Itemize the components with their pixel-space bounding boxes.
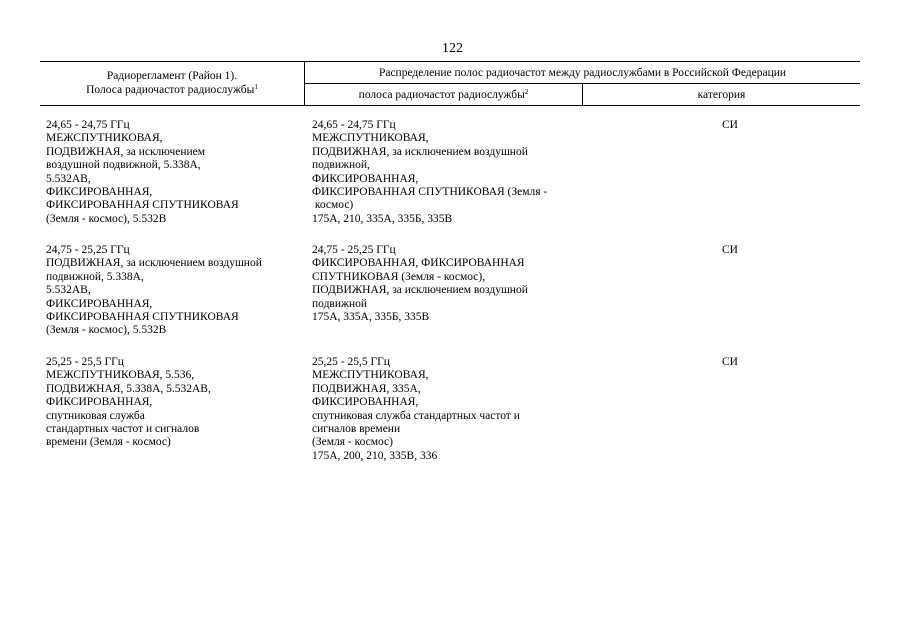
text-line: подвижной, xyxy=(312,159,370,172)
header-itu-line1: Радиорегламент (Район 1). xyxy=(106,70,238,82)
text-line: ПОДВИЖНАЯ, за исключением воздушной xyxy=(312,145,528,158)
text-line: (Земля - космос), 5.532В xyxy=(46,324,167,337)
text-line: 5.532АВ, xyxy=(46,172,91,185)
text-line: 25,25 - 25,5 ГГц xyxy=(312,356,390,368)
text-line: ФИКСИРОВАННАЯ, xyxy=(46,186,153,199)
text-line: 24,75 - 25,25 ГГц xyxy=(46,244,130,256)
text-line: ПОДВИЖНАЯ, за исключением воздушной xyxy=(312,284,528,297)
header-rf-band xyxy=(305,88,582,102)
header-category: категория xyxy=(697,89,746,101)
row-3-itu-cell xyxy=(46,356,211,450)
footnote-mark-1: 1 xyxy=(254,83,258,91)
text-line: времени (Земля - космос) xyxy=(46,436,171,449)
page-number: 122 xyxy=(442,41,463,56)
row-2-category: СИ xyxy=(722,244,738,256)
text-line: ПОДВИЖНАЯ, за исключением воздушной xyxy=(46,257,262,270)
text-line: ФИКСИРОВАННАЯ, xyxy=(312,396,419,409)
text-line: ПОДВИЖНАЯ, за исключением xyxy=(46,145,206,158)
text-line: МЕЖСПУТНИКОВАЯ, 5.536, xyxy=(46,369,195,382)
row-3-rf-cell xyxy=(312,356,520,463)
text-line: (Земля - космос), 5.532В xyxy=(46,212,167,225)
text-line: МЕЖСПУТНИКОВАЯ, xyxy=(312,132,429,145)
header-bottom-rule xyxy=(40,105,860,106)
text-line: спутниковая служба xyxy=(46,409,145,422)
text-line: 175А, 210, 335А, 335Б, 335В xyxy=(312,212,453,225)
text-line: подвижной xyxy=(312,297,368,310)
text-line: СПУТНИКОВАЯ (Земля - космос), xyxy=(312,270,486,283)
row-3-category: СИ xyxy=(722,356,738,368)
text-line: ФИКСИРОВАННАЯ СПУТНИКОВАЯ (Земля - xyxy=(312,186,548,199)
text-line: космос) xyxy=(312,199,354,212)
text-line: ФИКСИРОВАННАЯ, xyxy=(312,172,419,185)
text-line: ФИКСИРОВАННАЯ СПУТНИКОВАЯ xyxy=(46,199,239,212)
text-line: 5.532АВ, xyxy=(46,284,91,297)
row-1-rf-cell xyxy=(312,119,547,226)
row-1-itu-cell xyxy=(46,119,239,226)
header-itu-line2: Полоса радиочастот радиослужбы xyxy=(86,84,255,96)
text-line: МЕЖСПУТНИКОВАЯ, xyxy=(312,369,429,382)
text-line: ФИКСИРОВАННАЯ, xyxy=(46,396,153,409)
text-line: МЕЖСПУТНИКОВАЯ, xyxy=(46,132,163,145)
text-line: сигналов времени xyxy=(312,423,401,436)
row-2-itu-cell xyxy=(46,244,262,338)
text-line: 24,65 - 24,75 ГГц xyxy=(46,119,130,131)
text-line: 24,65 - 24,75 ГГц xyxy=(312,119,396,131)
text-line: спутниковая служба стандартных частот и xyxy=(312,409,520,422)
text-line: ФИКСИРОВАННАЯ, xyxy=(46,297,153,310)
footnote-mark-2: 2 xyxy=(524,88,529,96)
text-line: ПОДВИЖНАЯ, 335А, xyxy=(312,382,421,395)
table-top-rule xyxy=(40,61,860,62)
text-line: 24,75 - 25,25 ГГц xyxy=(312,244,396,256)
text-line: ФИКСИРОВАННАЯ СПУТНИКОВАЯ xyxy=(46,311,239,324)
header-rf-band-label: полоса радиочастот радиослужбы xyxy=(358,89,525,101)
row-1-category: СИ xyxy=(722,119,738,131)
text-line: ФИКСИРОВАННАЯ, ФИКСИРОВАННАЯ xyxy=(312,257,525,270)
text-line: 175А, 335А, 335Б, 335В xyxy=(312,311,430,324)
text-line: 25,25 - 25,5 ГГц xyxy=(46,356,124,368)
text-line: (Земля - космос) xyxy=(312,436,393,449)
header-rf-title: Распределение полос радиочастот между радиослужбами в Российской Федерации xyxy=(378,67,787,79)
text-line: подвижной, 5.338А, xyxy=(46,270,144,283)
text-line: стандартных частот и сигналов xyxy=(46,423,200,436)
text-line: ПОДВИЖНАЯ, 5.338А, 5.532АВ, xyxy=(46,382,211,395)
text-line: 175А, 200, 210, 335В, 336 xyxy=(312,449,438,462)
header-itu-column xyxy=(40,69,304,97)
text-line: воздушной подвижной, 5.338А, xyxy=(46,159,201,172)
row-2-rf-cell xyxy=(312,244,528,324)
